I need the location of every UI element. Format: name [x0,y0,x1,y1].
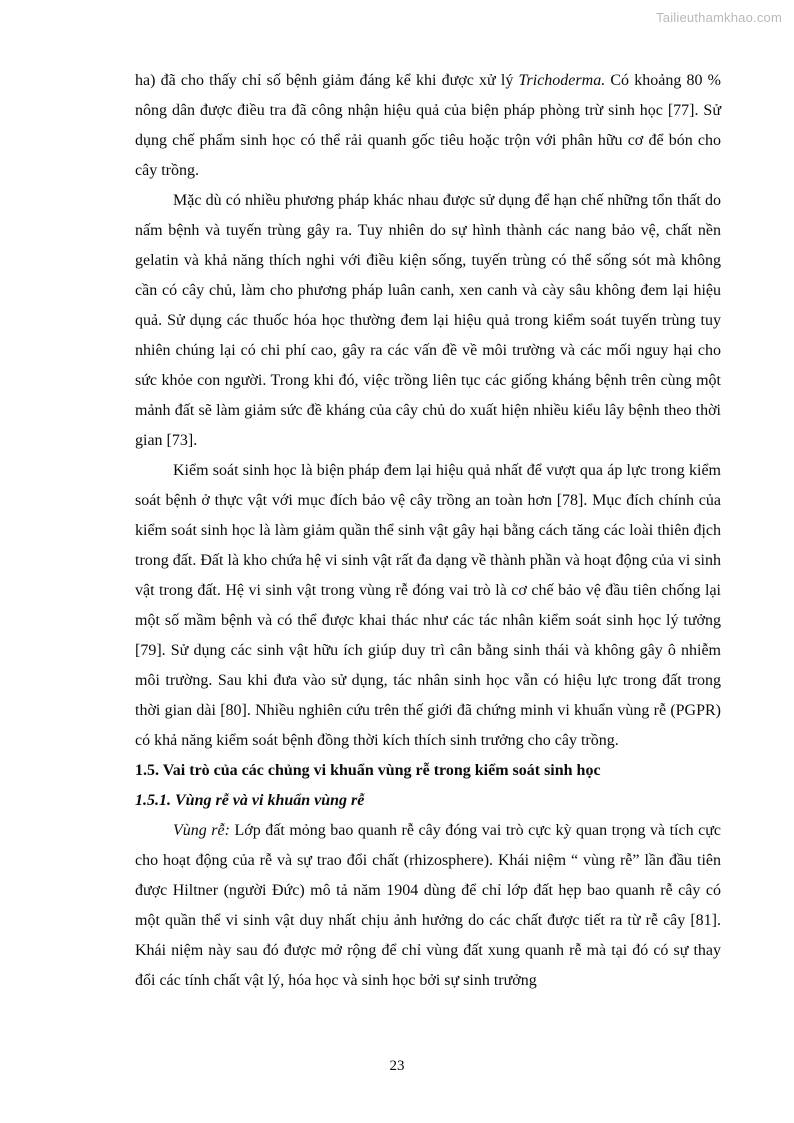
page-content [135,66,721,996]
species-name-italic: Trichoderma. [518,72,606,89]
lead-term-italic: Vùng rễ: [173,822,230,839]
paragraph-text: ha) đã cho thấy chỉ số bệnh giảm đáng kể khi được xử lý [135,72,519,89]
watermark: Tailieuthamkhao.com [656,10,782,25]
section-heading: 1.5. Vai trò của các chủng vi khuẩn vùng rễ trong kiểm soát sinh học [135,762,601,779]
paragraph-text: Có khoảng 80 % nông dân được điều tra đã công nhận hiệu quả của biện pháp phòng trừ sinh học [77]. Sử dụng chế phẩm sinh học có thể rải quanh gốc tiêu hoặc trộn với phân hữu cơ để bón cho cây trồng. [135,72,721,179]
subsection-heading: 1.5.1. Vùng rễ và vi khuẩn vùng rễ [135,792,365,809]
paragraph-rhizosphere [135,816,721,996]
paragraph-text: Lớp đất mỏng bao quanh rễ cây đóng vai trò cực kỳ quan trọng và tích cực cho hoạt động của rễ và sự trao đổi chất (rhizosphere). Khái niệm “ vùng rễ” lần đầu tiên được Hiltner (người Đức) mô tả năm 1904 dùng để chỉ lớp đất hẹp bao quanh rễ cây có một quần thể vi sinh vật duy nhất chịu ảnh hưởng do các chất được tiết ra từ rễ cây [81]. Khái niệm này sau đó được mở rộng để chỉ vùng đất xung quanh rễ mà tại đó có sự thay đổi các tính chất vật lý, hóa học và sinh học bởi sự sinh trưởng [135,822,721,989]
paragraph: Mặc dù có nhiều phương pháp khác nhau được sử dụng để hạn chế những tổn thất do nấm bệnh và tuyến trùng gây ra. Tuy nhiên do sự hình thành các nang bảo vệ, chất nền gelatin và khả năng thích nghi với điều kiện sống, tuyến trùng có thể sống sót mà không cần có cây chủ, làm cho phương pháp luân canh, xen canh và cày sâu không đem lại hiệu quả. Sử dụng các thuốc hóa học thường đem lại hiệu quả trong kiểm soát tuyến trùng tuy nhiên chúng lại có chi phí cao, gây ra các vấn đề về môi trường và các mối nguy hại cho sức khỏe con người. Trong khi đó, việc trồng liên tục các giống kháng bệnh trên cùng một mảnh đất sẽ làm giảm sức đề kháng của cây chủ do xuất hiện nhiều kiểu lây bệnh theo thời gian [73]. [135,192,721,449]
paragraph-continuation [135,66,721,186]
paragraph: Kiểm soát sinh học là biện pháp đem lại hiệu quả nhất để vượt qua áp lực trong kiểm soát bệnh ở thực vật với mục đích bảo vệ cây trồng an toàn hơn [78]. Mục đích chính của kiểm soát sinh học là làm giảm quần thể sinh vật gây hại bằng cách tăng các loài thiên địch trong đất. Đất là kho chứa hệ vi sinh vật rất đa dạng về thành phần và hoạt động của vi sinh vật trong đất. Hệ vi sinh vật trong vùng rễ đóng vai trò là cơ chế bảo vệ đầu tiên chống lại một số mầm bệnh và có thể được khai thác như các tác nhân kiểm soát sinh học lý tưởng [79]. Sử dụng các sinh vật hữu ích giúp duy trì cân bằng sinh thái và không gây ô nhiễm môi trường. Sau khi đưa vào sử dụng, tác nhân sinh học vẫn có hiệu lực trong đất trong thời gian dài [80]. Nhiều nghiên cứu trên thế giới đã chứng minh vi khuẩn vùng rễ (PGPR) có khả năng kiểm soát bệnh đồng thời kích thích sinh trưởng cho cây trồng. [135,462,721,749]
page-number: 23 [389,1058,405,1074]
